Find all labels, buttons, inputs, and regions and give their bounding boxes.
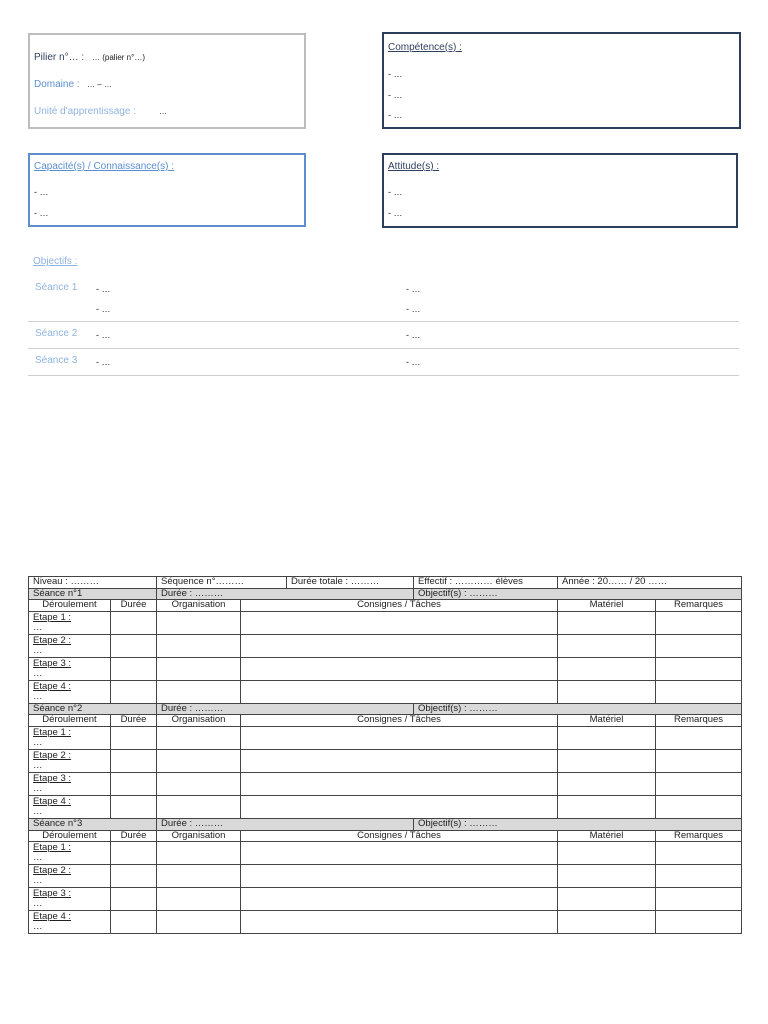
consignes-cell[interactable] <box>241 726 558 749</box>
duree-totale-cell: Durée totale : ……… <box>287 577 414 589</box>
table-row <box>29 772 742 795</box>
seance-1-label: Séance 1 <box>35 282 78 293</box>
organisation-cell[interactable] <box>157 611 241 634</box>
step-label: Etape 3 : <box>33 888 72 900</box>
remarques-cell[interactable] <box>656 680 742 703</box>
capacites-box <box>28 153 306 227</box>
col-deroulement: Déroulement <box>29 830 111 842</box>
consignes-cell[interactable] <box>241 888 558 911</box>
attitude-item: - … <box>388 208 403 218</box>
materiel-cell[interactable] <box>558 911 656 934</box>
planning-table <box>28 576 742 934</box>
competence-item: - … <box>388 69 403 79</box>
table-row <box>29 888 742 911</box>
consignes-cell[interactable] <box>241 911 558 934</box>
competence-item: - … <box>388 110 403 120</box>
session-title-cell: Séance n°1 <box>29 588 157 600</box>
step-cell <box>29 888 111 911</box>
duree-cell[interactable] <box>111 749 157 772</box>
consignes-cell[interactable] <box>241 611 558 634</box>
duree-cell[interactable] <box>111 795 157 818</box>
col-deroulement: Déroulement <box>29 715 111 727</box>
materiel-cell[interactable] <box>558 611 656 634</box>
niveau-cell: Niveau : ……… <box>29 577 157 589</box>
organisation-cell[interactable] <box>157 680 241 703</box>
seance-3-label: Séance 3 <box>35 355 78 366</box>
step-cell <box>29 842 111 865</box>
step-label: Etape 4 : <box>33 911 72 923</box>
duree-cell[interactable] <box>111 772 157 795</box>
session-duree-cell: Durée : ……… <box>157 818 414 830</box>
step-value: … <box>33 805 43 817</box>
step-cell <box>29 795 111 818</box>
step-cell <box>29 680 111 703</box>
pilier-label: Pilier n°… : <box>34 52 85 63</box>
seance-3-left-item: - … <box>96 357 111 367</box>
col-organisation: Organisation <box>157 830 241 842</box>
materiel-cell[interactable] <box>558 680 656 703</box>
duree-cell[interactable] <box>111 680 157 703</box>
table-row <box>29 842 742 865</box>
col-duree: Durée <box>111 600 157 612</box>
step-label: Etape 1 : <box>33 611 72 623</box>
session-header-row <box>29 818 742 830</box>
seance-1-left-item: - … <box>96 284 111 294</box>
consignes-cell[interactable] <box>241 657 558 680</box>
table-row <box>29 611 742 634</box>
table-row <box>29 911 742 934</box>
consignes-cell[interactable] <box>241 680 558 703</box>
consignes-cell[interactable] <box>241 795 558 818</box>
seance-1-right-item: - … <box>406 304 421 314</box>
session-objectif-cell: Objectif(s) : ……… <box>414 703 742 715</box>
effectif-cell: Effectif : ………… élèves <box>414 577 558 589</box>
capacite-item: - … <box>34 208 49 218</box>
session-duree-cell: Durée : ……… <box>157 588 414 600</box>
divider <box>28 375 739 376</box>
duree-cell[interactable] <box>111 865 157 888</box>
pilier-box <box>28 33 306 129</box>
step-value: … <box>33 759 43 771</box>
step-value: … <box>33 782 43 794</box>
objectifs-title: Objectifs : <box>33 256 78 267</box>
col-consignes: Consignes / Tâches <box>241 715 558 727</box>
seance-2-right-item: - … <box>406 330 421 340</box>
table-row <box>29 726 742 749</box>
session-objectif-cell: Objectif(s) : ……… <box>414 588 742 600</box>
consignes-cell[interactable] <box>241 634 558 657</box>
seance-1-left-item: - … <box>96 304 111 314</box>
step-label: Etape 2 : <box>33 865 72 877</box>
remarques-cell[interactable] <box>656 842 742 865</box>
remarques-cell[interactable] <box>656 634 742 657</box>
step-label: Etape 2 : <box>33 634 72 646</box>
consignes-cell[interactable] <box>241 772 558 795</box>
step-label: Etape 2 : <box>33 749 72 761</box>
table-info-row <box>29 577 742 589</box>
attitudes-box <box>382 153 738 228</box>
duree-cell[interactable] <box>111 657 157 680</box>
table-row <box>29 657 742 680</box>
materiel-cell[interactable] <box>558 772 656 795</box>
session-title-cell: Séance n°2 <box>29 703 157 715</box>
capacites-title: Capacité(s) / Connaissance(s) : <box>34 161 175 172</box>
step-cell <box>29 911 111 934</box>
organisation-cell[interactable] <box>157 865 241 888</box>
divider <box>28 321 739 322</box>
organisation-cell[interactable] <box>157 911 241 934</box>
step-cell <box>29 657 111 680</box>
col-remarques: Remarques <box>656 600 742 612</box>
step-label: Etape 4 : <box>33 680 72 692</box>
sequence-cell: Séquence n°……… <box>157 577 287 589</box>
materiel-cell[interactable] <box>558 657 656 680</box>
step-cell <box>29 749 111 772</box>
organisation-cell[interactable] <box>157 657 241 680</box>
materiel-cell[interactable] <box>558 749 656 772</box>
remarques-cell[interactable] <box>656 795 742 818</box>
column-header-row <box>29 830 742 842</box>
table-row <box>29 634 742 657</box>
materiel-cell[interactable] <box>558 726 656 749</box>
session-header-row <box>29 703 742 715</box>
col-duree: Durée <box>111 715 157 727</box>
session-header-row <box>29 588 742 600</box>
col-organisation: Organisation <box>157 600 241 612</box>
remarques-cell[interactable] <box>656 749 742 772</box>
remarques-cell[interactable] <box>656 865 742 888</box>
materiel-cell[interactable] <box>558 634 656 657</box>
duree-cell[interactable] <box>111 634 157 657</box>
step-value: … <box>33 667 43 679</box>
step-cell <box>29 865 111 888</box>
session-title-cell: Séance n°3 <box>29 818 157 830</box>
divider <box>28 348 739 349</box>
attitudes-title: Attitude(s) : <box>388 161 440 172</box>
remarques-cell[interactable] <box>656 911 742 934</box>
materiel-cell[interactable] <box>558 842 656 865</box>
step-cell <box>29 726 111 749</box>
table-row <box>29 795 742 818</box>
competences-box <box>382 32 741 129</box>
col-consignes: Consignes / Tâches <box>241 830 558 842</box>
column-header-row <box>29 715 742 727</box>
col-organisation: Organisation <box>157 715 241 727</box>
remarques-cell[interactable] <box>656 657 742 680</box>
remarques-cell[interactable] <box>656 726 742 749</box>
col-duree: Durée <box>111 830 157 842</box>
table-row <box>29 680 742 703</box>
step-label: Etape 1 : <box>33 726 72 738</box>
materiel-cell[interactable] <box>558 888 656 911</box>
col-materiel: Matériel <box>558 715 656 727</box>
column-header-row <box>29 600 742 612</box>
duree-cell[interactable] <box>111 888 157 911</box>
step-value: … <box>33 852 43 864</box>
remarques-cell[interactable] <box>656 772 742 795</box>
materiel-cell[interactable] <box>558 795 656 818</box>
pilier-value: … (palier n°…) <box>92 53 145 62</box>
step-label: Etape 4 : <box>33 795 72 807</box>
step-value: … <box>33 644 43 656</box>
step-value: … <box>33 621 43 633</box>
table-row <box>29 749 742 772</box>
organisation-cell[interactable] <box>157 634 241 657</box>
step-value: … <box>33 898 43 910</box>
step-label: Etape 1 : <box>33 842 72 854</box>
remarques-cell[interactable] <box>656 611 742 634</box>
attitude-item: - … <box>388 187 403 197</box>
step-cell <box>29 772 111 795</box>
domaine-label: Domaine : <box>34 79 80 90</box>
unite-label: Unité d'apprentissage : <box>34 106 136 117</box>
duree-cell[interactable] <box>111 842 157 865</box>
duree-cell[interactable] <box>111 611 157 634</box>
seance-1-right-item: - … <box>406 284 421 294</box>
capacite-item: - … <box>34 187 49 197</box>
col-materiel: Matériel <box>558 830 656 842</box>
step-value: … <box>33 875 43 887</box>
organisation-cell[interactable] <box>157 888 241 911</box>
step-value: … <box>33 921 43 933</box>
competences-title: Compétence(s) : <box>388 42 462 53</box>
seance-3-right-item: - … <box>406 357 421 367</box>
duree-cell[interactable] <box>111 911 157 934</box>
col-materiel: Matériel <box>558 600 656 612</box>
consignes-cell[interactable] <box>241 842 558 865</box>
organisation-cell[interactable] <box>157 772 241 795</box>
step-value: … <box>33 690 43 702</box>
step-value: … <box>33 736 43 748</box>
duree-cell[interactable] <box>111 726 157 749</box>
col-consignes: Consignes / Tâches <box>241 600 558 612</box>
step-cell <box>29 634 111 657</box>
col-deroulement: Déroulement <box>29 600 111 612</box>
remarques-cell[interactable] <box>656 888 742 911</box>
session-objectif-cell: Objectif(s) : ……… <box>414 818 742 830</box>
session-duree-cell: Durée : ……… <box>157 703 414 715</box>
organisation-cell[interactable] <box>157 749 241 772</box>
organisation-cell[interactable] <box>157 795 241 818</box>
organisation-cell[interactable] <box>157 726 241 749</box>
col-remarques: Remarques <box>656 830 742 842</box>
consignes-cell[interactable] <box>241 749 558 772</box>
domaine-value: … – … <box>87 80 112 89</box>
seance-2-left-item: - … <box>96 330 111 340</box>
unite-value: … <box>159 107 167 116</box>
step-label: Etape 3 : <box>33 772 72 784</box>
step-label: Etape 3 : <box>33 657 72 669</box>
organisation-cell[interactable] <box>157 842 241 865</box>
competence-item: - … <box>388 90 403 100</box>
annee-cell: Année : 20…… / 20 …… <box>558 577 742 589</box>
materiel-cell[interactable] <box>558 865 656 888</box>
step-cell <box>29 611 111 634</box>
consignes-cell[interactable] <box>241 865 558 888</box>
seance-2-label: Séance 2 <box>35 328 78 339</box>
table-row <box>29 865 742 888</box>
col-remarques: Remarques <box>656 715 742 727</box>
